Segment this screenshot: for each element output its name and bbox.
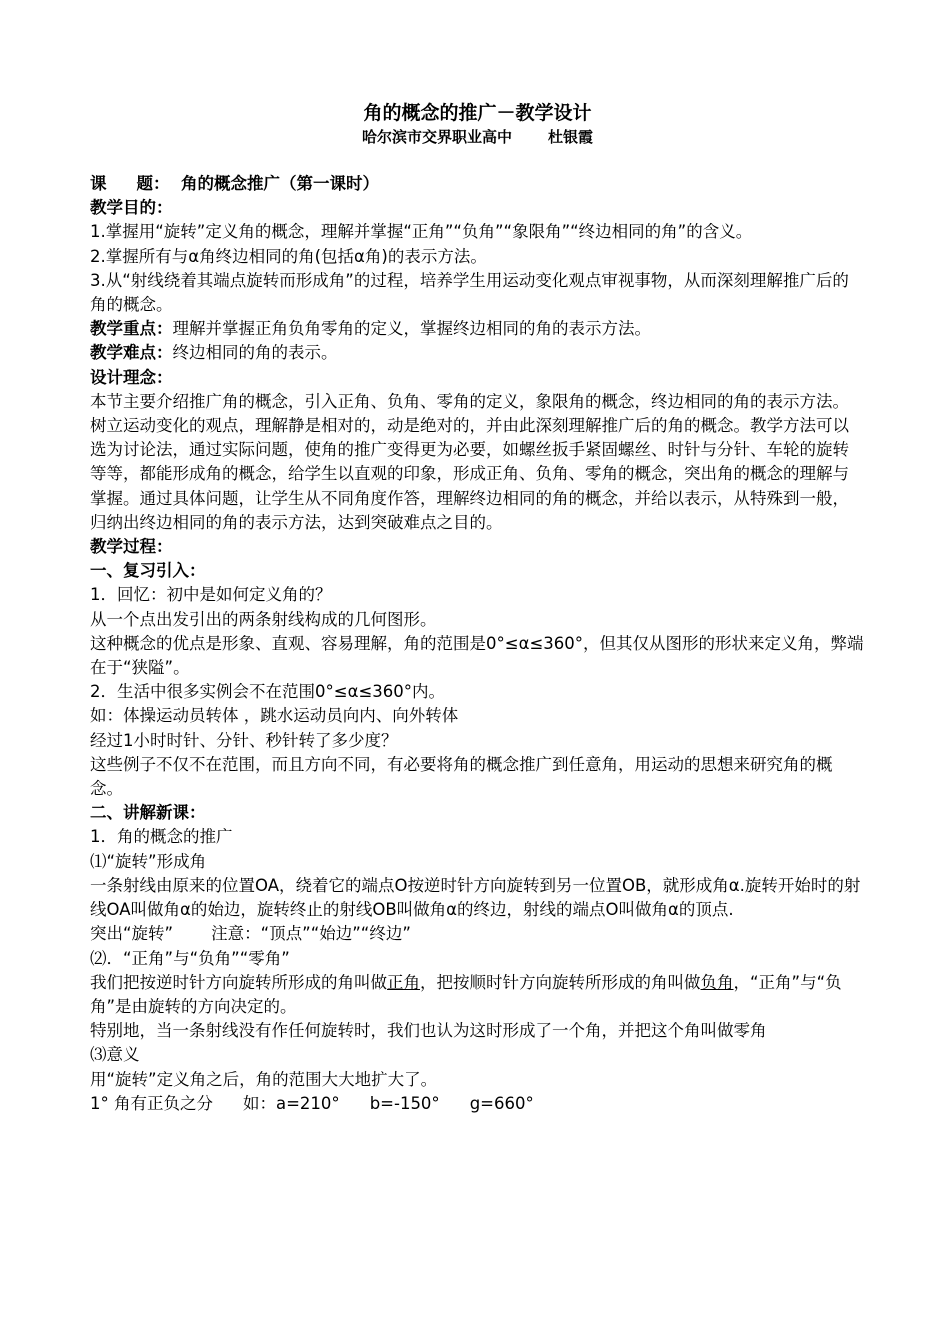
document-body bbox=[90, 172, 865, 1116]
section1-line: 这种概念的优点是形象、直观、容易理解，角的范围是0°≤α≤360°，但其仅从图形的形状来定义角，弊端在于“狭隘”。 bbox=[90, 633, 864, 678]
negative-angle-term: 负角 bbox=[700, 972, 734, 992]
subsection-title: ⑶意义 bbox=[90, 1045, 140, 1065]
example-line: 1° 角有正负之分 如：a=210° b=-150° g=660° bbox=[90, 1093, 534, 1113]
section1-line: 如：体操运动员转体 ，跳水运动员向内、向外转体 bbox=[90, 706, 459, 726]
emphasis-line: 突出“旋转” 注意：“顶点”“始边”“终边” bbox=[90, 924, 411, 944]
process-heading: 教学过程： bbox=[90, 537, 173, 557]
zero-angle-text: 特别地，当一条射线没有作任何旋转时，我们也认为这时形成了一个角，并把这个角叫做零角 bbox=[90, 1021, 767, 1041]
philosophy-heading: 设计理念： bbox=[90, 367, 173, 387]
section1-line: 经过1小时时针、分针、秒针转了多少度？ bbox=[90, 730, 398, 750]
key-point: 教学重点：理解并掌握正角负角零角的定义，掌握终边相同的角的表示方法。 bbox=[90, 319, 651, 339]
positive-angle-term: 正角 bbox=[387, 972, 420, 992]
section1-heading: 一、复习引入： bbox=[90, 561, 206, 581]
signed-angle-text: 我们把按逆时针方向旋转所形成的角叫做正角，把按顺时针方向旋转所形成的角叫做负角，“正角”与“负角”是由旋转的方向决定的。 bbox=[90, 972, 842, 1016]
document-title: 角的概念的推广－教学设计 bbox=[363, 102, 592, 124]
philosophy-text: 本节主要介绍推广角的概念，引入正角、负角、零角的定义，象限角的概念，终边相同的角的表示方法。树立运动变化的观点，理解静是相对的，动是绝对的，并由此深刻理解推广后的角的概念。教学方法可以选为讨论法，通过实际问题，使角的推广变得更为必要，如螺丝扳手紧固螺丝、时针与分针、车轮的旋转等等，都能形成角的概念，给学生以直观的印象，形成正角、负角、零角的概念，突出角的概念的理解与掌握。通过具体问题，让学生从不同角度作答，理解终边相同的角的概念，并给以表示，从特殊到一般，归纳出终边相同的角的表示方法，达到突破难点之目的。 bbox=[90, 391, 849, 532]
difficulty: 教学难点：终边相同的角的表示。 bbox=[90, 343, 338, 363]
definition-text: 一条射线由原来的位置OA，绕着它的端点O按逆时针方向旋转到另一位置OB，就形成角α.旋转开始时的射线OA叫做角α的始边，旋转终止的射线OB叫做角α的终边，射线的端点O叫做角α的顶点. bbox=[90, 875, 861, 920]
author-name: 杜银霞 bbox=[548, 128, 594, 146]
meaning-text: 用“旋转”定义角之后，角的范围大大地扩大了。 bbox=[90, 1069, 438, 1089]
section1-line: 1．回忆：初中是如何定义角的？ bbox=[90, 585, 332, 605]
objective-item: 1.掌握用“旋转”定义角的概念，理解并掌握“正角”“负角”“象限角”“终边相同的角”的含义。 bbox=[90, 222, 753, 242]
author-line bbox=[90, 126, 865, 148]
course-line: 课 题： 角的概念推广（第一课时） bbox=[90, 174, 379, 193]
subsection-title: ⑵．“正角”与“负角”“零角” bbox=[90, 948, 290, 968]
section1-line: 2．生活中很多实例会不在范围0°≤α≤360°内。 bbox=[90, 682, 446, 702]
school-name: 哈尔滨市交界职业高中 bbox=[361, 128, 512, 146]
document-page bbox=[90, 100, 865, 1116]
section2-heading: 二、讲解新课： bbox=[90, 803, 206, 823]
objectives-heading: 教学目的： bbox=[90, 198, 173, 218]
section1-line: 从一个点出发引出的两条射线构成的几何图形。 bbox=[90, 609, 437, 629]
objective-item: 2.掌握所有与α角终边相同的角(包括α角)的表示方法。 bbox=[90, 246, 487, 266]
objective-item: 3.从“射线绕着其端点旋转而形成角”的过程，培养学生用运动变化观点审视事物，从而深刻理解推广后的角的概念。 bbox=[90, 270, 849, 315]
subsection-title: ⑴“旋转”形成角 bbox=[90, 851, 207, 871]
section2-line: 1．角的概念的推广 bbox=[90, 827, 233, 847]
section1-line: 这些例子不仅不在范围，而且方向不同，有必要将角的概念推广到任意角，用运动的思想来研究角的概念。 bbox=[90, 754, 833, 799]
